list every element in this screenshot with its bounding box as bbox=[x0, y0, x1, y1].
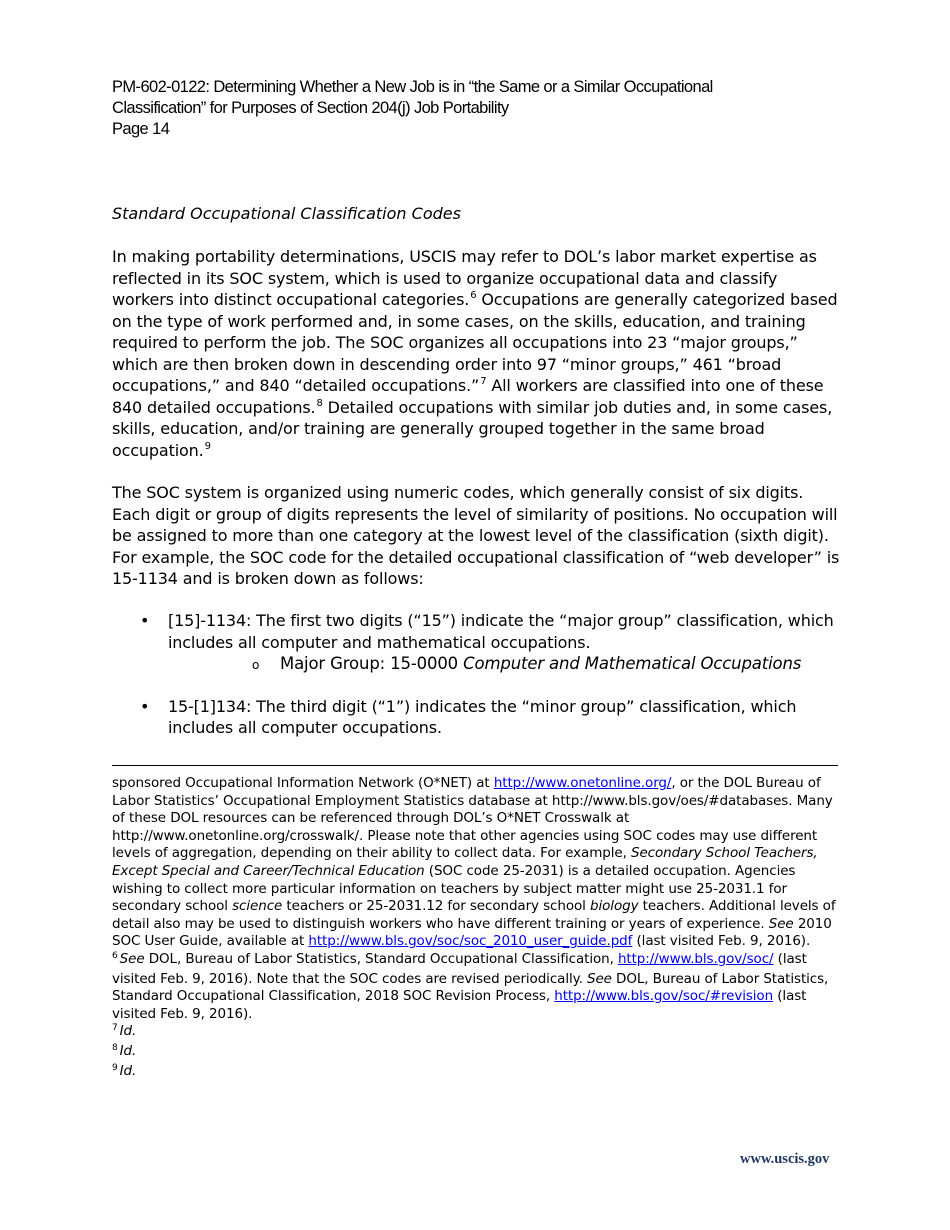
sub-list-item bbox=[168, 653, 840, 675]
fn-italic: science bbox=[232, 898, 283, 915]
footnote-number: 7 bbox=[112, 1023, 118, 1034]
bls-soc-revision-link[interactable]: http://www.bls.gov/soc/#revision bbox=[554, 988, 774, 1005]
footnote-ref-6[interactable]: 6 bbox=[470, 290, 477, 301]
sub-item-label: Major Group: 15-0000 bbox=[280, 654, 464, 673]
fn-italic: See bbox=[586, 970, 612, 987]
fn-text: teachers. Additional levels of detail also may be used to distinguish workers who have different training or years of experience. bbox=[112, 898, 836, 932]
page-number: Page 14 bbox=[112, 120, 170, 138]
footnote-separator bbox=[112, 765, 838, 766]
fn-text: (last visited Feb. 9, 2016). Note that the SOC codes are revised periodically. bbox=[112, 950, 807, 987]
fn-text: DOL, Bureau of Labor Statistics, Standard Occupational Classification, bbox=[144, 950, 618, 967]
footnote-7 bbox=[112, 1023, 840, 1043]
header-title-line2: Classification” for Purposes of Section 204(j) Job Portability bbox=[112, 99, 509, 117]
list-item bbox=[112, 696, 840, 739]
bullet-list bbox=[112, 610, 840, 739]
fn-text: sponsored Occupational Information Network (O*NET) at bbox=[112, 775, 494, 791]
footnote-number: 8 bbox=[112, 1042, 118, 1053]
para1-text-4: Detailed occupations with similar job duties and, in some cases, skills, education, and/or training are generally grouped together in the same broad occupation. bbox=[112, 397, 833, 460]
fn-text: , or the DOL Bureau of Labor Statistics’ Occupational Employment Statistics database at http://www.bls.gov/oes/#databases. Many of these DOL resources can be referenced through DOL’s O*NET Crosswalk at http://www.onetonline.org/crosswalk/. Please note that other agencies using SOC codes may use different levels of aggregation, depending on their ability to collect data. For example, bbox=[112, 775, 833, 862]
fn-italic: biology bbox=[590, 898, 639, 915]
fn-italic: Id. bbox=[119, 1042, 137, 1059]
footnote-ref-9[interactable]: 9 bbox=[204, 440, 211, 452]
circle-bullet-icon: o bbox=[252, 658, 260, 672]
bls-soc-link[interactable]: http://www.bls.gov/soc/ bbox=[617, 950, 774, 967]
fn-text: (last visited Feb. 9, 2016). bbox=[632, 933, 811, 950]
footnotes bbox=[112, 775, 840, 1082]
sub-item-italic: Computer and Mathematical Occupations bbox=[463, 654, 802, 673]
fn-italic: See bbox=[768, 915, 794, 932]
fn-text: (last visited Feb. 9, 2016). bbox=[112, 988, 807, 1022]
fn-text: DOL, Bureau of Labor Statistics, Standard Occupational Classification, 2018 SOC Revision Process, bbox=[112, 970, 829, 1005]
bullet-text: [15]-1134: The first two digits (“15”) indicate the “major group” classification, which includes all computer and mathematical occupations. bbox=[168, 611, 834, 652]
page-header bbox=[112, 77, 832, 140]
soc-user-guide-link[interactable]: http://www.bls.gov/soc/soc_2010_user_guide.pdf bbox=[308, 933, 633, 950]
onet-link[interactable]: http://www.onetonline.org/ bbox=[493, 775, 672, 791]
bullet-icon: • bbox=[140, 696, 150, 716]
para1-text-1: In making portability determinations, USCIS may refer to DOL’s labor market expertise as reflected in its SOC system, which is used to organize occupational data and classify workers into distinct occupational categories. bbox=[112, 247, 817, 309]
footnote-number: 6 bbox=[112, 950, 118, 961]
fn-text: 2010 SOC User Guide, available at bbox=[112, 915, 832, 950]
para1-text-3: All workers are classified into one of these 840 detailed occupations. bbox=[112, 376, 824, 417]
bullet-text: 15-[1]134: The third digit (“1”) indicates the “minor group” classification, which includes all computer occupations. bbox=[168, 696, 797, 737]
list-item bbox=[112, 610, 840, 675]
footnote-ref-8[interactable]: 8 bbox=[316, 397, 323, 409]
header-title-line1: PM-602-0122: Determining Whether a New Job is in “the Same or a Similar Occupational bbox=[112, 78, 713, 96]
footnote-continuation bbox=[112, 775, 840, 951]
fn-italic: Id. bbox=[119, 1023, 137, 1040]
fn-italic: Secondary School Teachers, Except Special and Career/Technical Education bbox=[112, 845, 818, 879]
bullet-icon: • bbox=[140, 611, 150, 630]
footnote-9 bbox=[112, 1063, 840, 1083]
fn-italic: Id. bbox=[119, 1062, 137, 1079]
footer-website[interactable]: www.uscis.gov bbox=[740, 1151, 830, 1167]
fn-text: (SOC code 25-2031) is a detailed occupation. Agencies wishing to collect more particular information on teachers by subject matter might use 25-2031.1 for secondary school bbox=[112, 862, 796, 915]
paragraph-2: The SOC system is organized using numeric codes, which generally consist of six digits. Each digit or group of digits represents the level of similarity of positions. No occupation will be assigned to more than one category at the lowest level of the classification (sixth digit). For example, the SOC code for the detailed occupational classification of “web developer” is 15-1134 and is broken down as follows: bbox=[112, 483, 840, 588]
fn-text: teachers or 25-2031.12 for secondary school bbox=[282, 898, 591, 915]
para1-text-2: Occupations are generally categorized based on the type of work performed and, in some cases, on the skills, education, and training required to perform the job. The SOC organizes all occupations into 23 “major groups,” which are then broken down in descending order into 97 “minor groups,” 461 “broad occupations,” and 840 “detailed occupations.” bbox=[112, 290, 838, 395]
paragraph-1 bbox=[112, 246, 840, 461]
section-title: Standard Occupational Classification Codes bbox=[112, 204, 461, 223]
footnote-8 bbox=[112, 1043, 840, 1063]
footnote-ref-7[interactable]: 7 bbox=[480, 376, 487, 387]
footnote-number: 9 bbox=[112, 1062, 118, 1073]
fn-italic: See bbox=[119, 950, 145, 967]
footnote-6 bbox=[112, 951, 840, 1023]
